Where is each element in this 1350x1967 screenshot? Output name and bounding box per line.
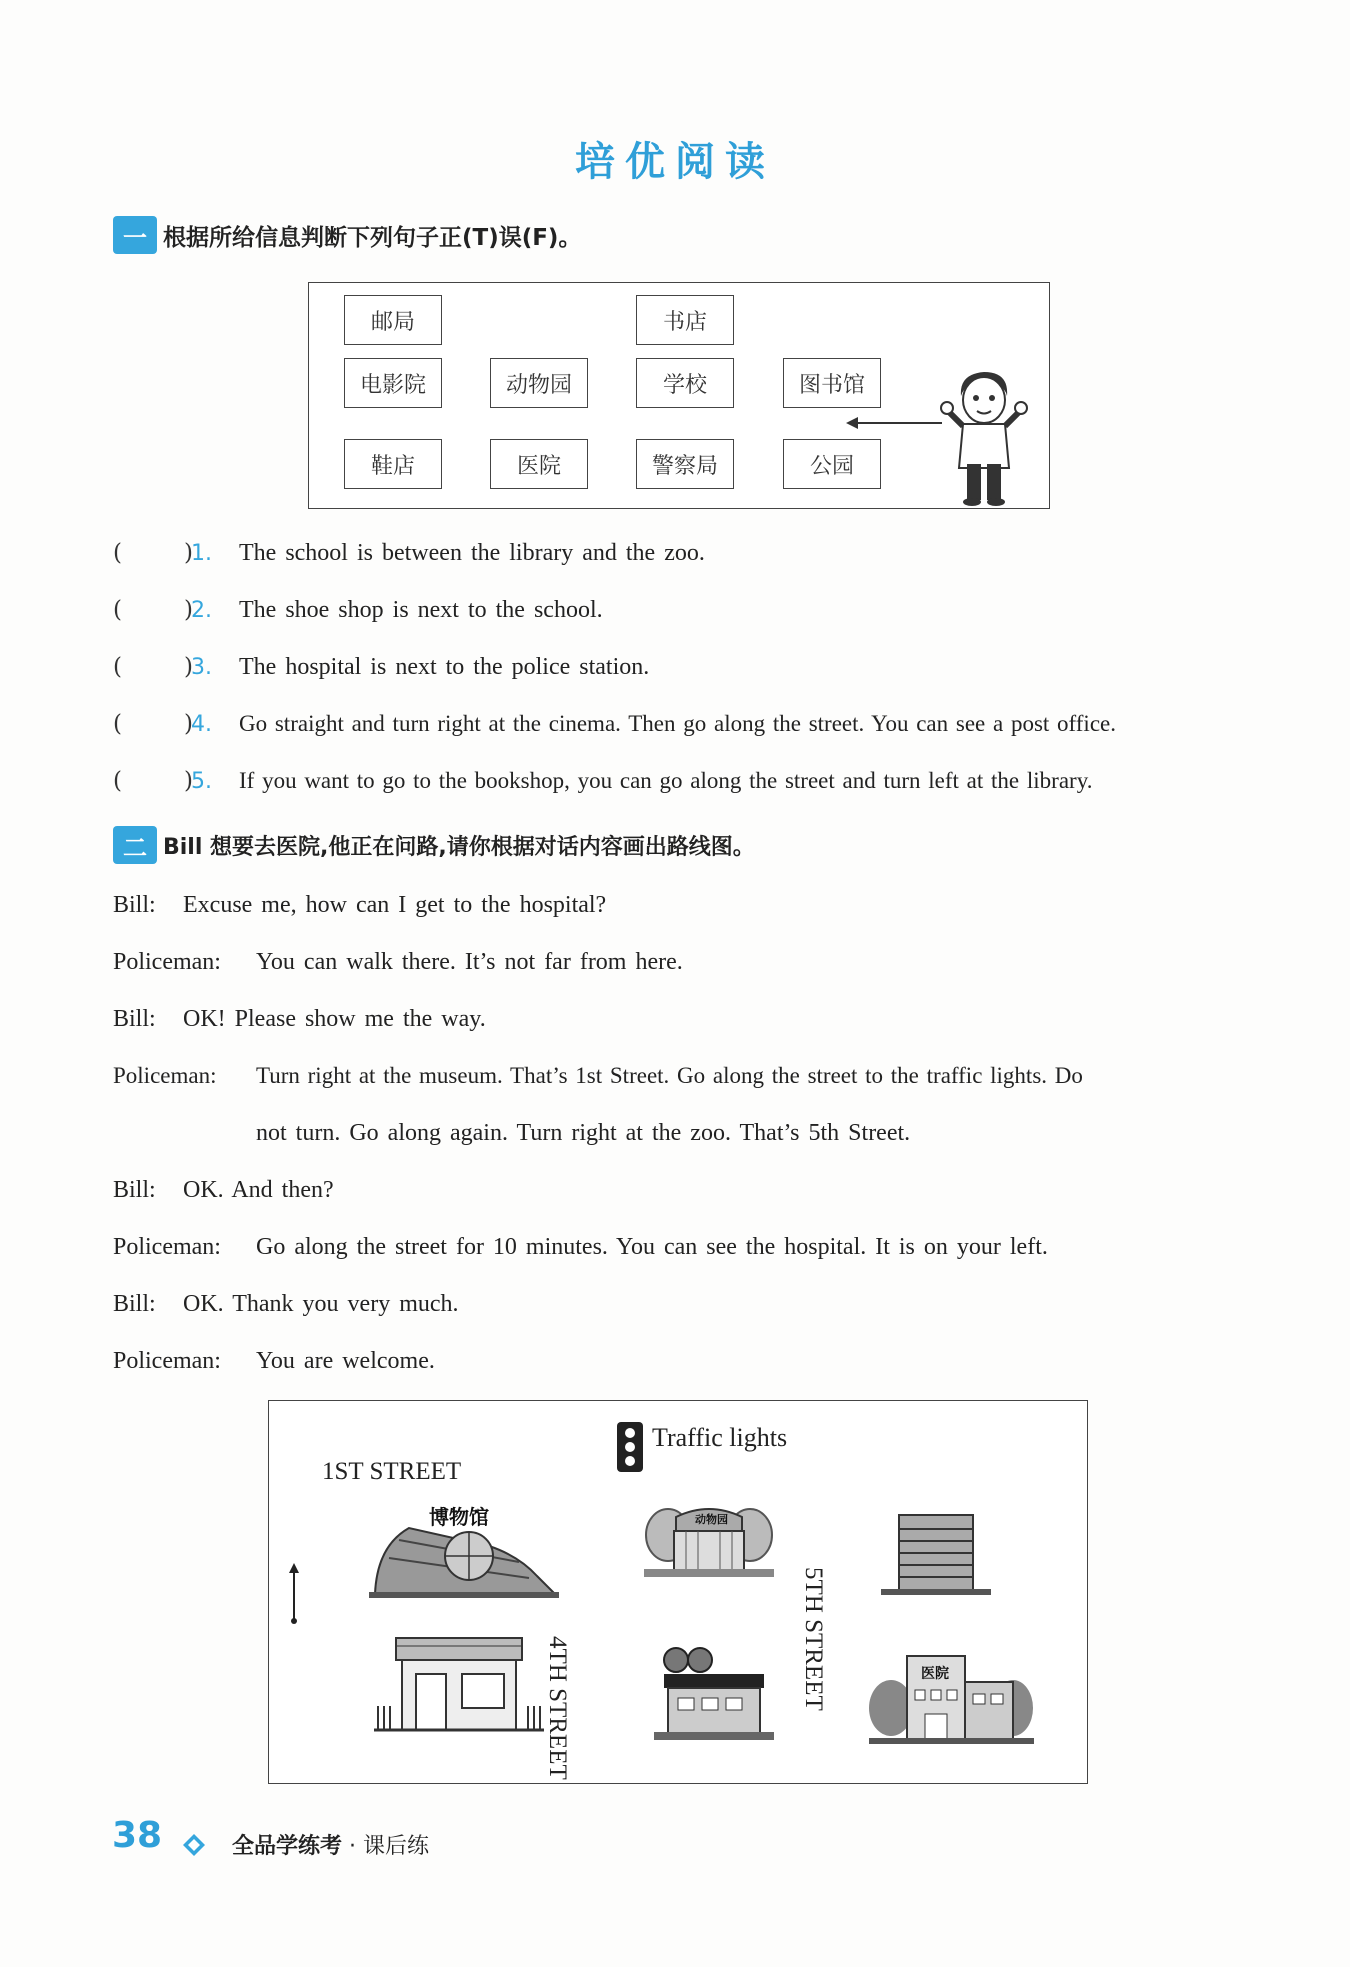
place-bookstore: 书店 [636,295,734,345]
speaker: Policeman: [113,949,221,975]
question-text: If you want to go to the bookshop, you can go along the street and turn left at the library. [239,768,1093,793]
hospital-sign: 医院 [921,1666,949,1682]
place-cinema: 电影院 [344,358,442,408]
place-police-station: 警察局 [636,439,734,489]
speaker: Policeman: [113,1348,221,1374]
dialogue-line-6 [113,1177,334,1204]
traffic-light-icon [616,1421,644,1473]
dialogue-line-4 [113,1063,1083,1089]
question-number: 3. [191,654,212,680]
shop-building-icon [374,1636,544,1736]
place-school: 学校 [636,358,734,408]
book-title: 全品学练考 [232,1834,343,1859]
speaker: Bill: [113,1291,156,1317]
speaker: Bill: [113,1177,156,1203]
section-1-header [113,215,581,255]
street-4th-label: 4TH STREET [544,1636,571,1780]
question-2 [113,592,603,628]
question-4 [113,706,1116,742]
answer-blank-2[interactable]: ( ) [113,597,193,623]
diamond-icon [182,1833,206,1857]
question-5 [113,763,1092,799]
section-2-badge: 二 [113,826,157,864]
dialogue-line-7 [113,1234,1048,1261]
dialogue-line-2 [113,949,683,976]
town-map [308,282,1050,509]
dialogue-text: not turn. Go along again. Turn right at the zoo. That’s 5th Street. [256,1120,911,1146]
office-building-icon [881,1513,991,1597]
dialogue-line-9 [113,1348,435,1375]
dialogue-line-8 [113,1291,459,1318]
question-text: Go straight and turn right at the cinema. Then go along the street. You can see a post office. [239,711,1116,736]
question-1 [113,535,705,571]
cinema-building-icon [654,1646,774,1742]
question-text: The shoe shop is next to the school. [239,596,603,623]
section-2-instruction: Bill 想要去医院,他正在问路,请你根据对话内容画出路线图。 [163,834,755,860]
question-text: The hospital is next to the police station. [239,653,650,680]
answer-blank-5[interactable]: ( ) [113,768,193,794]
place-post-office: 邮局 [344,295,442,345]
answer-blank-3[interactable]: ( ) [113,654,193,680]
dialogue-text: You are welcome. [256,1348,435,1374]
page-number: 38 [112,1815,163,1856]
boy-figure-icon [939,368,1029,506]
question-number: 2. [191,597,212,623]
speaker: Policeman: [113,1063,217,1088]
dialogue-line-5 [113,1120,910,1147]
place-hospital: 医院 [490,439,588,489]
section-1-badge: 一 [113,216,157,254]
place-park: 公园 [783,439,881,489]
section-1-instruction: 根据所给信息判断下列句子正(T)误(F)。 [163,224,582,251]
book-subtitle: 课后练 [363,1834,430,1859]
dialogue-text: Go along the street for 10 minutes. You can see the hospital. It is on your left. [256,1234,1048,1260]
street-1st-label: 1ST STREET [322,1458,462,1485]
answer-blank-1[interactable]: ( ) [113,540,193,566]
footer-dot: · [349,1834,357,1859]
question-number: 4. [191,711,212,737]
question-text: The school is between the library and the zoo. [239,539,705,566]
place-zoo: 动物园 [490,358,588,408]
dialogue-line-3 [113,1006,486,1033]
traffic-lights-label: Traffic lights [652,1423,788,1452]
dialogue-text: OK. And then? [183,1177,334,1203]
dialogue-line-1 [113,892,606,919]
page-title: 培优阅读 [575,139,775,185]
answer-blank-4[interactable]: ( ) [113,711,193,737]
question-3 [113,649,649,685]
hospital-building-icon [869,1646,1034,1746]
dialogue-text: OK! Please show me the way. [183,1006,486,1032]
dialogue-text: Excuse me, how can I get to the hospital? [183,892,607,918]
dialogue-text: Turn right at the museum. That’s 1st Street. Go along the street to the traffic lights. Do [256,1063,1083,1088]
dialogue-text: OK. Thank you very much. [183,1291,459,1317]
place-shoe-shop: 鞋店 [344,439,442,489]
speaker: Policeman: [113,1234,221,1260]
north-arrow-icon [287,1563,301,1627]
museum-sign: 博物馆 [429,1505,489,1529]
question-number: 1. [191,540,212,566]
left-arrow-icon [844,413,944,433]
question-number: 5. [191,768,212,794]
section-2-header [113,825,755,865]
street-5th-label: 5TH STREET [800,1567,827,1711]
place-library: 图书馆 [783,358,881,408]
speaker: Bill: [113,1006,156,1032]
speaker: Bill: [113,892,156,918]
zoo-sign: 动物园 [695,1513,728,1526]
route-map [268,1400,1088,1784]
dialogue-text: You can walk there. It’s not far from here. [256,949,683,975]
footer-book-title [232,1829,429,1860]
